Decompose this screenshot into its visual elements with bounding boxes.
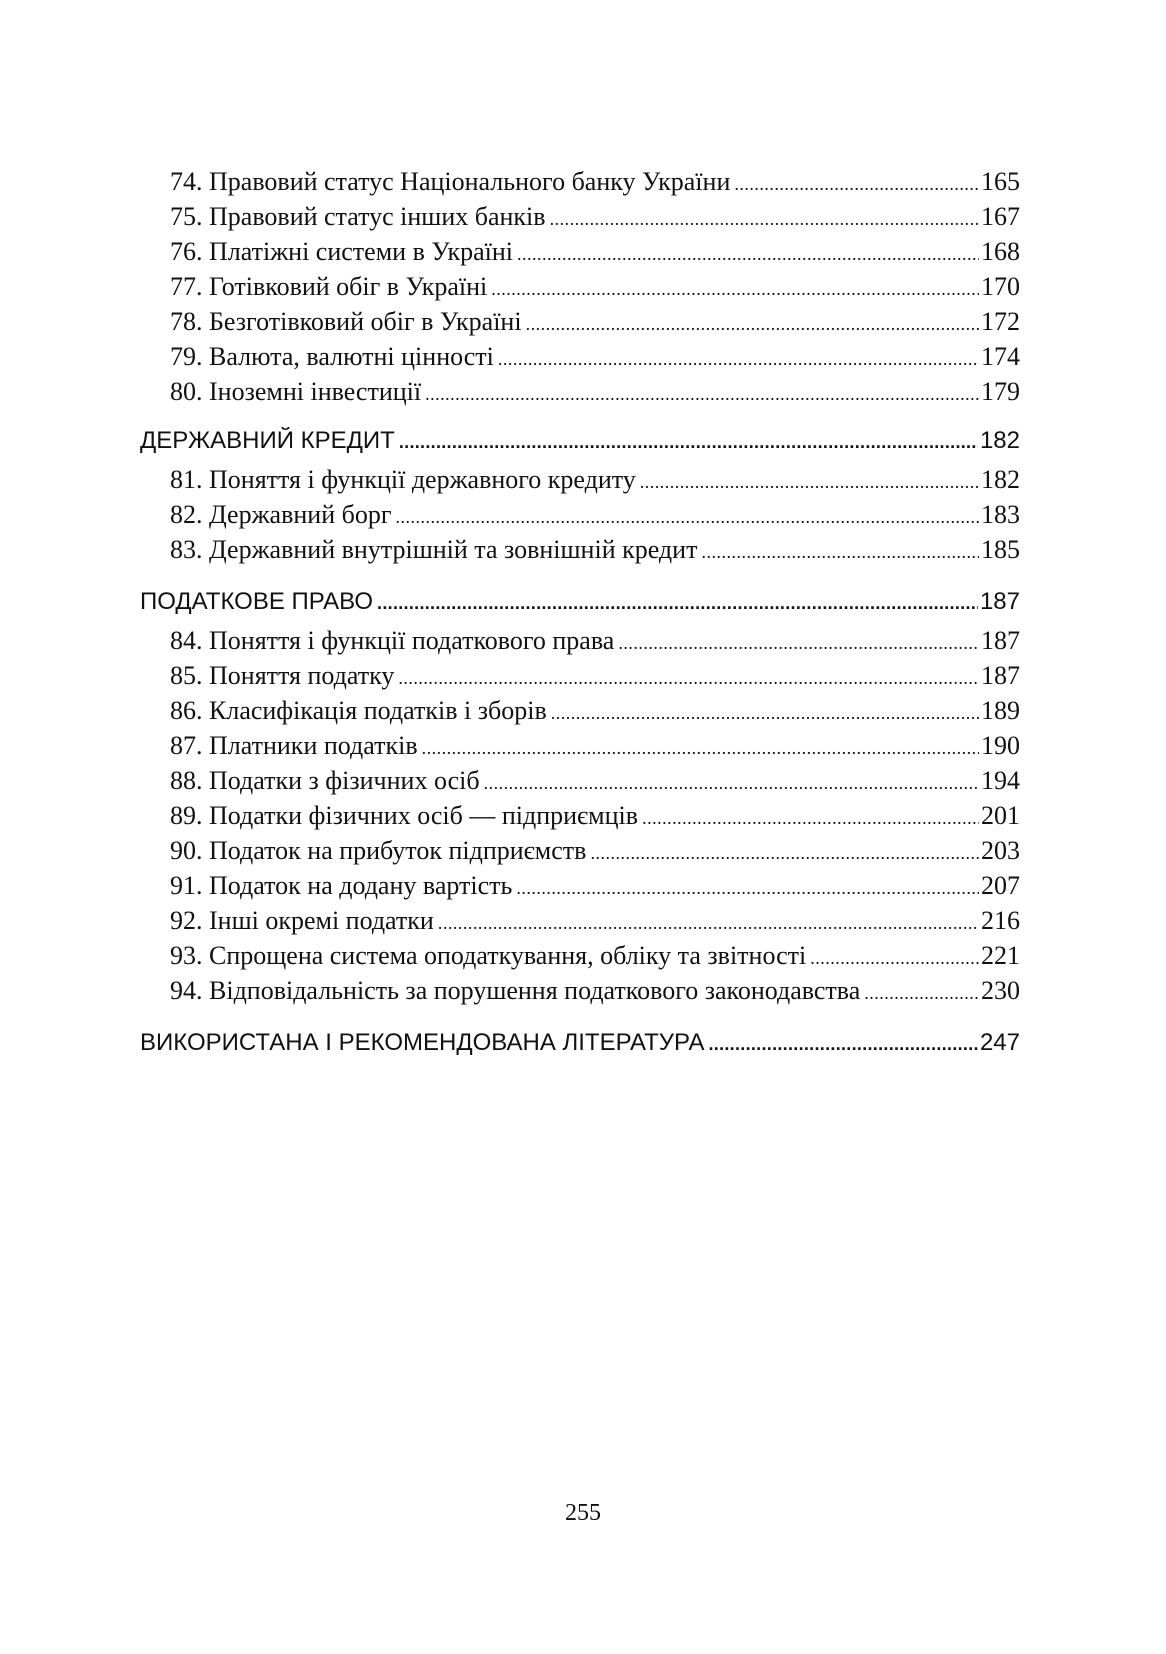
toc-entry-84[interactable] xyxy=(140,626,1020,661)
dot-leader xyxy=(618,633,979,654)
toc-entry-90[interactable] xyxy=(140,836,1020,871)
toc-entry-81[interactable] xyxy=(140,465,1020,500)
toc-entry-77[interactable] xyxy=(140,272,1020,307)
toc-entry-91[interactable] xyxy=(140,871,1020,906)
toc-entry-85[interactable] xyxy=(140,661,1020,696)
toc-entry-page: 168 xyxy=(981,237,1020,266)
toc-entry-page: 187 xyxy=(981,661,1020,690)
toc-entry-title: 91. Податок на додану вартість xyxy=(170,871,513,900)
toc-entry-title: 82. Державний борг xyxy=(170,500,392,529)
toc-entry-86[interactable] xyxy=(140,696,1020,731)
toc-entry-page: 190 xyxy=(981,731,1020,760)
dot-leader xyxy=(425,384,979,405)
dot-leader xyxy=(438,913,979,934)
toc-section-title: ВИКОРИСТАНА І РЕКОМЕНДОВАНА ЛІТЕРАТУРА xyxy=(140,1029,705,1056)
dot-leader xyxy=(422,738,979,759)
dot-leader xyxy=(864,983,979,1004)
dot-leader xyxy=(708,1034,977,1055)
toc-entry-page: 194 xyxy=(981,766,1020,795)
toc-entry-page: 183 xyxy=(981,500,1020,529)
toc-entry-76[interactable] xyxy=(140,237,1020,272)
toc-entry-87[interactable] xyxy=(140,731,1020,766)
toc-entry-title: 88. Податки з фізичних осіб xyxy=(170,766,480,795)
toc-entry-page: 189 xyxy=(981,696,1020,725)
toc-entry-title: 94. Відповідальність за порушення податкового законодавства xyxy=(170,976,861,1005)
dot-leader xyxy=(550,209,979,230)
dot-leader xyxy=(498,349,979,370)
toc-entry-title: 86. Класифікація податків і зборів xyxy=(170,696,547,725)
toc-section-title: ДЕРЖАВНИЙ КРЕДИТ xyxy=(140,427,395,454)
dot-leader xyxy=(526,314,979,335)
toc-entry-79[interactable] xyxy=(140,342,1020,377)
dot-leader xyxy=(701,542,979,563)
toc-entry-page: 179 xyxy=(981,377,1020,406)
toc-entry-94[interactable] xyxy=(140,976,1020,1011)
dot-leader xyxy=(484,773,979,794)
toc-entry-page: 165 xyxy=(981,167,1020,196)
toc-entry-80[interactable] xyxy=(140,377,1020,412)
toc-entry-82[interactable] xyxy=(140,500,1020,535)
dot-leader xyxy=(810,948,979,969)
toc-entry-title: 77. Готівковий обіг в Україні xyxy=(170,272,488,301)
toc-section-tax-law[interactable] xyxy=(140,588,1020,626)
dot-leader xyxy=(734,174,979,195)
toc-entry-page: 203 xyxy=(981,836,1020,865)
toc-section-page: 247 xyxy=(979,1029,1020,1056)
toc-section-page: 182 xyxy=(979,427,1020,454)
toc-section-state-credit[interactable] xyxy=(140,427,1020,465)
dot-leader xyxy=(551,703,979,724)
toc-entry-title: 74. Правовий статус Національного банку України xyxy=(170,167,731,196)
dot-leader xyxy=(491,279,979,300)
dot-leader xyxy=(377,593,978,614)
toc-section-literature[interactable] xyxy=(140,1029,1020,1067)
toc-entry-page: 207 xyxy=(981,871,1020,900)
toc-entry-page: 185 xyxy=(981,535,1020,564)
toc-entry-page: 174 xyxy=(981,342,1020,371)
toc-entry-74[interactable] xyxy=(140,167,1020,202)
dot-leader xyxy=(396,507,979,528)
toc-entry-89[interactable] xyxy=(140,801,1020,836)
toc-entry-page: 172 xyxy=(981,307,1020,336)
toc-entry-92[interactable] xyxy=(140,906,1020,941)
toc-entry-page: 201 xyxy=(981,801,1020,830)
toc-entry-page: 221 xyxy=(981,941,1020,970)
dot-leader xyxy=(516,878,979,899)
toc-entry-page: 216 xyxy=(981,906,1020,935)
toc-entry-83[interactable] xyxy=(140,535,1020,570)
toc-entry-title: 75. Правовий статус інших банків xyxy=(170,202,546,231)
toc-entry-page: 230 xyxy=(981,976,1020,1005)
toc-entry-title: 93. Спрощена система оподаткування, обліку та звітності xyxy=(170,941,807,970)
toc-entry-page: 170 xyxy=(981,272,1020,301)
toc-entry-93[interactable] xyxy=(140,941,1020,976)
toc-entry-page: 187 xyxy=(981,626,1020,655)
dot-leader xyxy=(399,432,978,453)
toc-entry-page: 167 xyxy=(981,202,1020,231)
toc-section-title: ПОДАТКОВЕ ПРАВО xyxy=(140,588,374,615)
dot-leader xyxy=(642,808,979,829)
dot-leader xyxy=(640,472,979,493)
toc-entry-page: 182 xyxy=(981,465,1020,494)
toc-entry-title: 84. Поняття і функції податкового права xyxy=(170,626,615,655)
toc-entry-title: 90. Податок на прибуток підприємств xyxy=(170,836,587,865)
toc-entry-title: 85. Поняття податку xyxy=(170,661,395,690)
toc-entry-title: 83. Державний внутрішній та зовнішній кредит xyxy=(170,535,698,564)
toc-entry-title: 80. Іноземні інвестиції xyxy=(170,377,422,406)
page-number: 255 xyxy=(565,1500,601,1526)
toc-entry-88[interactable] xyxy=(140,766,1020,801)
toc-entry-title: 76. Платіжні системи в Україні xyxy=(170,237,514,266)
toc-entry-title: 81. Поняття і функції державного кредиту xyxy=(170,465,636,494)
dot-leader xyxy=(590,843,979,864)
toc-entry-title: 78. Безготівковий обіг в Україні xyxy=(170,307,522,336)
toc-entry-title: 92. Інші окремі податки xyxy=(170,906,434,935)
table-of-contents xyxy=(140,167,1020,1067)
toc-entry-78[interactable] xyxy=(140,307,1020,342)
toc-section-page: 187 xyxy=(979,588,1020,615)
toc-entry-title: 79. Валюта, валютні цінності xyxy=(170,342,494,371)
dot-leader xyxy=(517,244,979,265)
toc-entry-title: 89. Податки фізичних осіб — підприємців xyxy=(170,801,639,830)
dot-leader xyxy=(398,668,979,689)
toc-entry-75[interactable] xyxy=(140,202,1020,237)
toc-entry-title: 87. Платники податків xyxy=(170,731,418,760)
